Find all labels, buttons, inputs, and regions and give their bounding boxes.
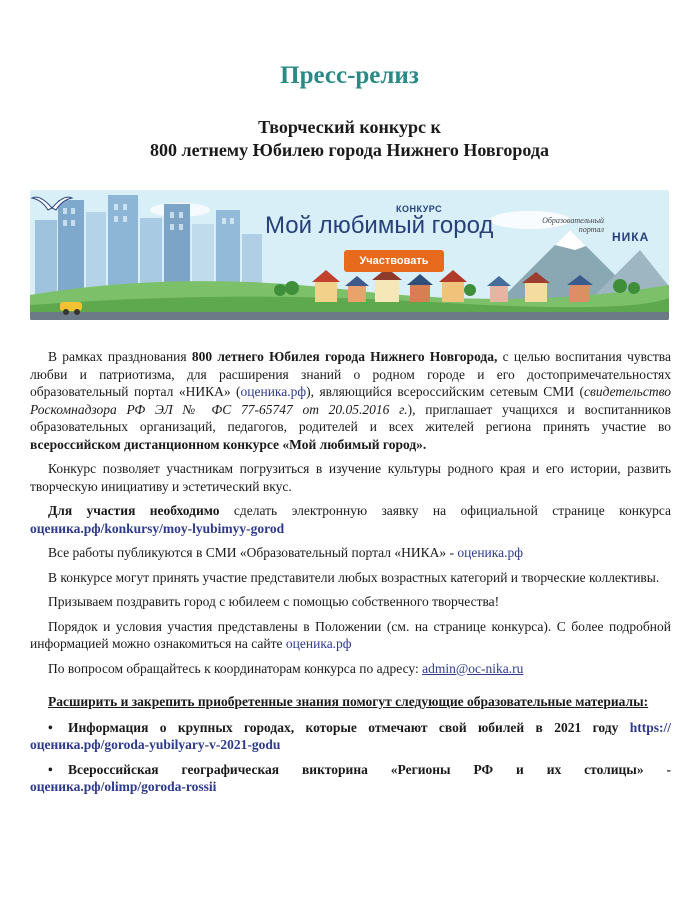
paragraph-publication xyxy=(30,544,671,562)
application-text: сделать электронную заявку на официальной странице конкурса xyxy=(219,503,671,518)
material-text: Информация о крупных городах, которые отмечают свой юбилей в 2021 году xyxy=(68,719,630,735)
list-item xyxy=(30,761,671,796)
contest-banner[interactable] xyxy=(30,190,669,320)
material-link[interactable]: оценика.рф/olimp/goroda-rossii xyxy=(30,779,217,794)
publication-link[interactable]: оценика.рф xyxy=(457,545,523,560)
publication-text: Все работы публикуются в СМИ «Образовательный портал «НИКА» - xyxy=(48,545,458,560)
paragraph-application xyxy=(30,502,671,537)
banner-contest-label: КОНКУРС xyxy=(396,204,443,214)
application-required: Для участия необходимо xyxy=(48,503,220,518)
material-text: Всероссийская географическая викторина «Регионы РФ и их столицы» - xyxy=(68,761,671,777)
bullet-icon: • xyxy=(48,719,53,735)
contact-email-link[interactable]: admin@oc-nika.ru xyxy=(422,660,524,676)
registration-certificate: свидетельство Роскомнадзора РФ ЭЛ № ФС 77-65747 от 20.05.2016 г. xyxy=(30,384,672,417)
paragraph-call: Призываем поздравить город с юбилеем с помощью собственного творчества! xyxy=(48,594,500,609)
contest-name: всероссийском дистанционном конкурсе «Мой любимый город». xyxy=(30,436,427,452)
intro-text-4: ), приглашает учащихся и воспитанников образовательных организаций, педагогов, родителей и всех жителей региона принять участие во xyxy=(30,401,671,434)
intro-anniversary: 800 летнего Юбилея города Нижнего Новгорода, xyxy=(191,349,498,364)
rules-link[interactable]: оценика.рф xyxy=(285,636,352,651)
paragraph-intro xyxy=(30,348,671,453)
press-release-body xyxy=(30,348,671,803)
intro-text-3: ), являющийся всероссийским сетевым СМИ ( xyxy=(306,384,584,399)
paragraph-about: Конкурс позволяет участникам погрузиться в изучение культуры родного края и его истории, развить творческую инициативу и эстетический вкус. xyxy=(30,461,671,494)
banner-title: Мой любимый город xyxy=(265,212,494,239)
nika-logo-text: НИКА xyxy=(612,230,650,244)
materials-heading: Расширить и закрепить приобретенные знания помогут следующие образовательные материалы: xyxy=(48,694,649,709)
portal-label-line-1: Образовательный xyxy=(542,216,604,225)
list-item xyxy=(30,719,671,754)
participate-button[interactable]: Участвовать xyxy=(344,250,444,272)
materials-list xyxy=(30,719,671,796)
paragraph-rules xyxy=(30,618,671,653)
contact-text: По вопросом обращайтесь к координаторам конкурса по адресу: xyxy=(48,660,423,676)
rules-text: Порядок и условия участия представлены в Положении (см. на странице конкурса). С более подробной информацией можно ознакомиться на сайте xyxy=(30,618,671,651)
bullet-icon: • xyxy=(48,761,53,777)
contest-page-link[interactable]: оценика.рф/konkursy/moy-lyubimyy-gorod xyxy=(30,520,285,536)
intro-text-1: В рамках празднования xyxy=(48,349,192,364)
page-title: Пресс-релиз xyxy=(280,62,419,89)
portal-link[interactable]: оценика.рф xyxy=(240,384,307,399)
page-subtitle xyxy=(0,116,699,162)
subtitle-line-1: Творческий конкурс к xyxy=(258,117,441,137)
material-link[interactable]: https://оценика.рф/goroda-yubilyary-v-2021-godu xyxy=(30,719,671,752)
paragraph-participants: В конкурсе могут принять участие представители любых возрастных категорий и творческие коллективы. xyxy=(48,569,660,585)
portal-label xyxy=(538,216,604,234)
portal-label-line-2: портал xyxy=(578,225,604,234)
subtitle-line-2: 800 летнему Юбилею города Нижнего Новгорода xyxy=(150,140,549,160)
intro-text-2: с целью воспитания чувства любви и патриотизма, для расширения знаний о родном городе и его достопримечательностях образовательный портал «НИКА» ( xyxy=(30,349,671,399)
paragraph-contact xyxy=(30,660,671,678)
nika-wings-icon xyxy=(30,190,74,230)
